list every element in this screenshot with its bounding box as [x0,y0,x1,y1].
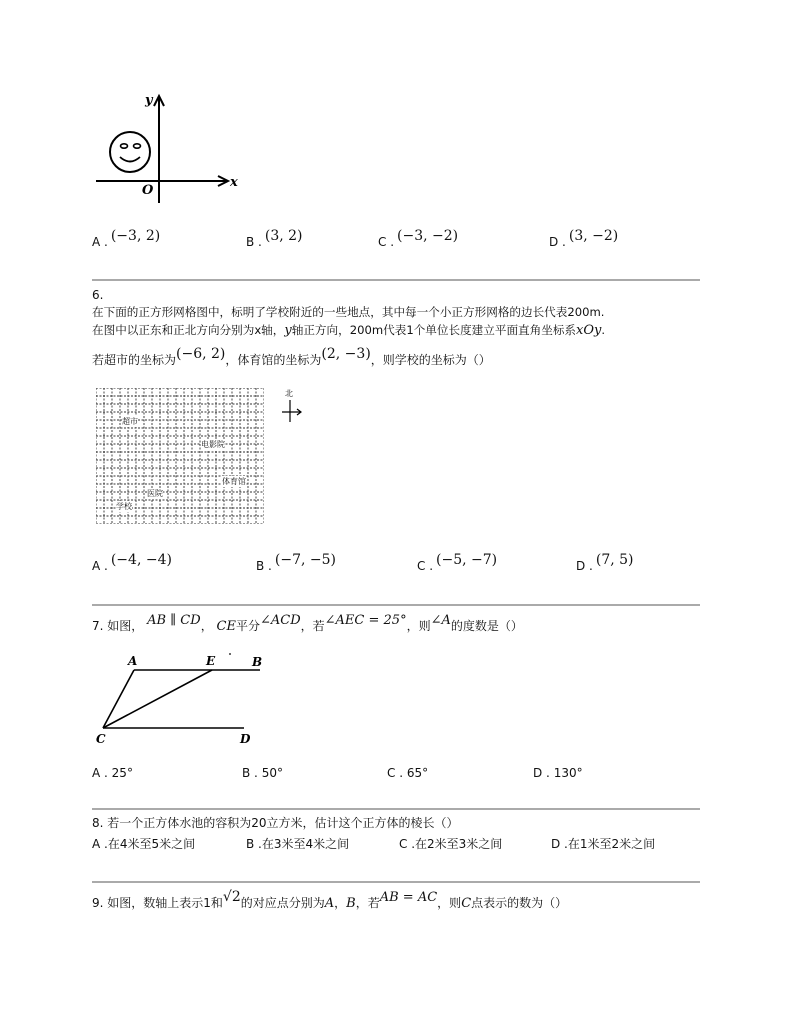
q5-option-d-value: (3, −2) [568,228,619,244]
compass [280,388,304,424]
q8-option-b-value: 在3米至4米之间 [261,837,350,851]
q7-figure [92,648,272,748]
q7-option-a-value: 25° [111,766,133,780]
q6-option-b[interactable]: B . (−7, −5) [256,552,336,573]
q7-option-c[interactable]: C . 65° [387,766,429,780]
smiley-face-icon [110,132,150,172]
q6-option-a[interactable]: A . (−4, −4) [92,552,172,573]
gym-coord: (2, −3) [321,346,371,362]
q5-option-c-value: (−3, −2) [397,228,459,244]
divider [92,604,700,606]
q8-option-c-value: 在2米至3米之间 [415,837,503,851]
q6-option-d-value: (7, 5) [595,552,634,568]
q5-option-d[interactable]: D . (3, −2) [549,228,619,249]
q9-question: 9. 如图，数轴上表示1和√2的对应点分别为A，B，若AB = AC，则C点表示的数为（） [92,889,568,911]
q7-option-b-value: 50° [261,766,283,780]
q6-number: 6. [92,288,104,302]
q8-option-d-value: 在1米至2米之间 [567,837,656,851]
point-e-label: E [206,654,216,668]
q8-option-d[interactable]: D .在1米至2米之间 [551,837,656,851]
point-d-label: D [240,732,251,746]
map-label-cinema: 电影院 [201,440,225,449]
north-label: 北 [285,389,293,398]
q6-option-c[interactable]: C . (−5, −7) [417,552,498,573]
q8-option-a[interactable]: A .在4米至5米之间 [92,837,196,851]
q6-map [96,388,264,524]
supermarket-coord: (−6, 2) [176,346,226,362]
q5-option-a[interactable]: A . (−3, 2) [92,228,161,249]
divider [92,881,700,883]
north-arrow-icon [280,388,304,424]
q6-line2: 在图中以正东和正北方向分别为x轴，y轴正方向，200m代表1个单位长度建立平面直角坐标系xOy. [92,323,606,338]
map-label-hospital: 医院 [147,489,163,498]
x-axis-label: x [230,175,238,190]
divider [92,279,700,281]
map-label-school: 学校 [116,502,132,511]
point-a-label: A [128,654,138,668]
q6-line1: 在下面的正方形网格图中，标明了学校附近的一些地点，其中每一个小正方形网格的边长代表200m. [92,305,605,319]
y-axis-label: y [145,93,153,108]
q5-option-c[interactable]: C . (−3, −2) [378,228,459,249]
point-c-label: C [96,732,106,746]
q8-question: 8. 若一个正方体水池的容积为20立方米，估计这个正方体的棱长（） [92,816,459,830]
q7-question: 7. 如图， AB ∥ CD， CE平分∠ACD，若∠AEC = 25°，则∠A的度数是（） [92,613,523,634]
q7-option-c-value: 65° [406,766,429,780]
map-label-gym: 体育馆 [222,477,246,486]
q5-option-a-value: (−3, 2) [110,228,161,244]
q8-option-a-value: 在4米至5米之间 [107,837,196,851]
q6-option-c-value: (−5, −7) [436,552,498,568]
point-b-label: B [252,655,263,669]
q7-option-b[interactable]: B . 50° [242,766,283,780]
origin-label: O [142,183,154,198]
divider [92,808,700,810]
sqrt-two: √2 [222,889,241,905]
q7-option-d[interactable]: D . 130° [533,766,583,780]
q5-figure [92,90,242,205]
q7-option-a[interactable]: A . 25° [92,766,133,780]
map-label-supermarket: 超市 [122,417,138,426]
q8-option-b[interactable]: B .在3米至4米之间 [246,837,350,851]
q6-option-d[interactable]: D . (7, 5) [576,552,634,573]
q6-option-a-value: (−4, −4) [110,552,172,568]
q6-option-b-value: (−7, −5) [274,552,336,568]
q5-option-b-value: (3, 2) [264,228,303,244]
q7-option-d-value: 130° [553,766,583,780]
q8-option-c[interactable]: C .在2米至3米之间 [399,837,503,851]
q5-option-b[interactable]: B . (3, 2) [246,228,303,249]
q6-line3: 若超市的坐标为(−6, 2)，体育馆的坐标为(2, −3)，则学校的坐标为（） [92,346,491,367]
